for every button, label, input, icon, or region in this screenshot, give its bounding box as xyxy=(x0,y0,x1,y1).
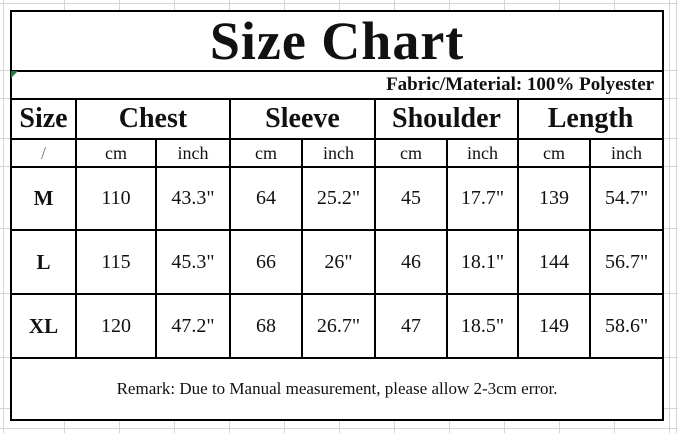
value-cell: 144 xyxy=(518,230,590,294)
value-cell: 17.7" xyxy=(447,167,518,230)
gridline xyxy=(3,0,4,433)
gridline xyxy=(669,0,670,433)
unit-cell-slash: / xyxy=(11,139,76,167)
page-title: Size Chart xyxy=(11,11,663,71)
unit-cell-length-cm: cm xyxy=(518,139,590,167)
value-cell: 18.1" xyxy=(447,230,518,294)
value-cell: 26" xyxy=(302,230,375,294)
value-cell: 18.5" xyxy=(447,294,518,358)
col-header-size: Size xyxy=(11,99,76,139)
header-row xyxy=(11,99,663,139)
value-cell: 149 xyxy=(518,294,590,358)
value-cell: 64 xyxy=(230,167,302,230)
unit-cell-shoulder-inch: inch xyxy=(447,139,518,167)
size-label: L xyxy=(11,230,76,294)
value-cell: 66 xyxy=(230,230,302,294)
table-row-m xyxy=(11,167,663,230)
table-row-xl xyxy=(11,294,663,358)
unit-cell-shoulder-cm: cm xyxy=(375,139,447,167)
value-cell: 139 xyxy=(518,167,590,230)
col-header-sleeve: Sleeve xyxy=(230,99,375,139)
unit-cell-length-inch: inch xyxy=(590,139,663,167)
value-cell: 43.3" xyxy=(156,167,230,230)
value-cell: 115 xyxy=(76,230,156,294)
col-header-chest: Chest xyxy=(76,99,230,139)
table-row-l xyxy=(11,230,663,294)
unit-cell-chest-inch: inch xyxy=(156,139,230,167)
value-cell: 26.7" xyxy=(302,294,375,358)
size-label: XL xyxy=(11,294,76,358)
value-cell: 54.7" xyxy=(590,167,663,230)
value-cell: 68 xyxy=(230,294,302,358)
fabric-row xyxy=(11,71,663,99)
value-cell: 58.6" xyxy=(590,294,663,358)
value-cell: 110 xyxy=(76,167,156,230)
remark-row xyxy=(11,358,663,420)
value-cell: 120 xyxy=(76,294,156,358)
title-row xyxy=(11,11,663,71)
value-cell: 47 xyxy=(375,294,447,358)
unit-cell-sleeve-inch: inch xyxy=(302,139,375,167)
fabric-note: Fabric/Material: 100% Polyester xyxy=(11,71,663,99)
unit-row xyxy=(11,139,663,167)
value-cell: 25.2" xyxy=(302,167,375,230)
value-cell: 45.3" xyxy=(156,230,230,294)
value-cell: 46 xyxy=(375,230,447,294)
remark-note: Remark: Due to Manual measurement, please allow 2-3cm error. xyxy=(11,358,663,420)
size-chart-table xyxy=(10,10,664,421)
size-label: M xyxy=(11,167,76,230)
col-header-length: Length xyxy=(518,99,663,139)
unit-cell-sleeve-cm: cm xyxy=(230,139,302,167)
value-cell: 47.2" xyxy=(156,294,230,358)
gridline xyxy=(676,0,677,433)
col-header-shoulder: Shoulder xyxy=(375,99,518,139)
value-cell: 56.7" xyxy=(590,230,663,294)
excel-flag-icon xyxy=(11,71,18,78)
unit-cell-chest-cm: cm xyxy=(76,139,156,167)
value-cell: 45 xyxy=(375,167,447,230)
